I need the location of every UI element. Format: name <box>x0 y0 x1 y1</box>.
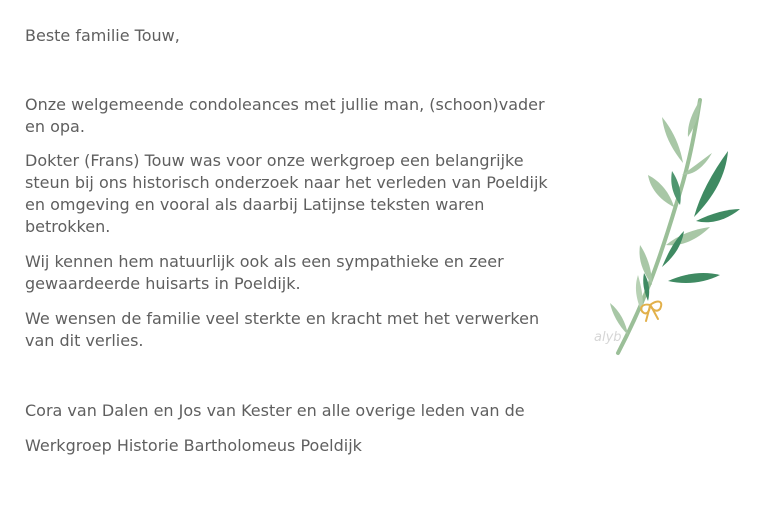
paragraph-2-line-1: Dokter (Frans) Touw was voor onze werkgroep een belangrijke <box>25 151 524 170</box>
paragraph-1-line-1: Onze welgemeende condoleances met jullie man, (schoon)vader <box>25 95 545 114</box>
svg-text:alyb: alyb <box>594 330 622 345</box>
paragraph-2-line-3: en omgeving en vooral als daarbij Latijnse teksten waren <box>25 195 485 214</box>
olive-branch-illustration <box>588 95 748 360</box>
paragraph-1-line-2: en opa. <box>25 117 85 136</box>
signature-line-2: Werkgroep Historie Bartholomeus Poeldijk <box>25 436 362 455</box>
paragraph-4-line-2: van dit verlies. <box>25 331 144 350</box>
paragraph-3-line-2: gewaardeerde huisarts in Poeldijk. <box>25 274 301 293</box>
paragraph-4-line-1: We wensen de familie veel sterkte en kracht met het verwerken <box>25 309 540 328</box>
signature-line-1: Cora van Dalen en Jos van Kester en alle overige leden van de <box>25 401 525 420</box>
paragraph-2-line-2: steun bij ons historisch onderzoek naar het verleden van Poeldijk <box>25 173 548 192</box>
paragraph-3-line-1: Wij kennen hem natuurlijk ook als een sympathieke en zeer <box>25 252 504 271</box>
paragraph-2-line-4: betrokken. <box>25 217 111 236</box>
greeting: Beste familie Touw, <box>25 26 180 45</box>
